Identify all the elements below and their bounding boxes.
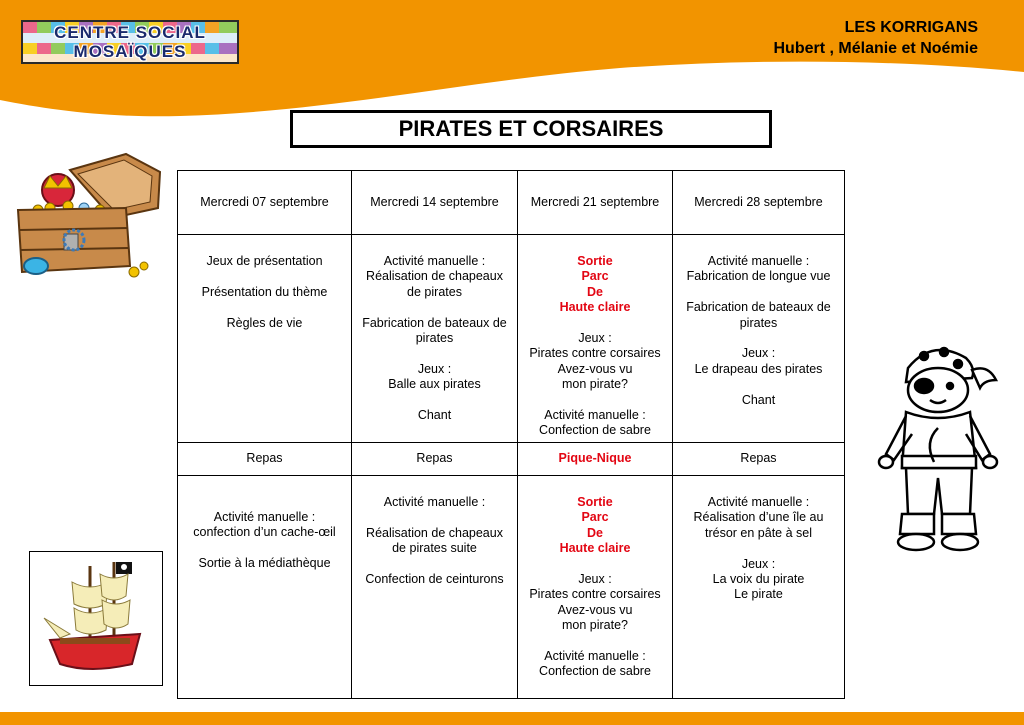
activity-line: Réalisation de chapeaux xyxy=(366,525,503,540)
centre-social-logo xyxy=(21,20,239,64)
activity-line: Haute claire xyxy=(559,300,631,315)
activity-block xyxy=(354,254,515,300)
activity-block xyxy=(520,331,670,393)
afternoon-cell xyxy=(673,476,845,699)
block-spacer xyxy=(675,285,842,300)
activity-line: Chant xyxy=(741,392,776,407)
date-cell: Mercredi 07 septembre xyxy=(178,171,352,235)
activity-line: Pirates contre corsaires xyxy=(529,587,661,602)
activity-line: Jeux : xyxy=(741,556,776,571)
activity-line: de pirates xyxy=(407,284,462,299)
activity-line: Jeux : xyxy=(417,361,452,376)
block-spacer xyxy=(520,557,670,572)
activity-line: trésor en pâte à sel xyxy=(704,525,812,540)
date-cell: Mercredi 28 septembre xyxy=(673,171,845,235)
pirate-ship-illustration xyxy=(30,552,162,685)
activity-line: Jeux : xyxy=(578,331,612,346)
block-spacer xyxy=(180,541,349,556)
activity-line: Activité manuelle : xyxy=(544,649,646,664)
footer-bar xyxy=(0,712,1024,725)
activity-line: Activité manuelle : xyxy=(383,254,486,268)
activity-line: Fabrication de bateaux de xyxy=(686,300,831,315)
activity-line: Activité manuelle : xyxy=(383,495,486,509)
activity-block xyxy=(354,316,515,347)
lunch-label: Pique-Nique xyxy=(558,451,632,466)
lunch-label: Repas xyxy=(246,451,283,466)
logo-text-line2: MOSAÏQUES xyxy=(73,42,187,61)
block-spacer xyxy=(520,316,670,331)
activity-line: pirates xyxy=(739,315,778,330)
schedule-table xyxy=(177,170,845,699)
activity-line: La voix du pirate xyxy=(712,572,805,587)
morning-cell xyxy=(178,235,352,443)
morning-cell xyxy=(518,235,673,443)
block-spacer xyxy=(354,557,515,572)
dates-row xyxy=(178,171,845,235)
activity-block xyxy=(354,572,515,587)
activity-line: Activité manuelle : xyxy=(544,408,646,423)
block-spacer xyxy=(520,393,670,408)
activity-block xyxy=(180,285,349,300)
afternoon-cell xyxy=(178,476,352,699)
activity-line: de pirates suite xyxy=(392,541,477,556)
activity-line: Balle aux pirates xyxy=(388,377,481,392)
activity-line: Avez-vous vu xyxy=(557,361,633,376)
activity-block xyxy=(354,362,515,393)
lunch-cell xyxy=(673,443,845,476)
block-spacer xyxy=(675,541,842,556)
lunch-row xyxy=(178,443,845,476)
afternoon-cell xyxy=(518,476,673,699)
activity-line: Chant xyxy=(417,408,452,423)
activity-block xyxy=(675,346,842,377)
lunch-cell xyxy=(178,443,352,476)
activity-line: Parc xyxy=(581,510,609,525)
activity-line: Confection de ceinturons xyxy=(365,572,504,586)
page-title: PIRATES ET CORSAIRES xyxy=(290,110,772,148)
activity-block xyxy=(675,393,842,408)
pirate-ship-frame xyxy=(29,551,163,686)
block-spacer xyxy=(180,300,349,315)
activity-line: confection d’un cache-œil xyxy=(193,525,336,540)
activity-line: Activité manuelle : xyxy=(707,254,810,268)
activity-block xyxy=(520,254,670,316)
activity-line: Jeux : xyxy=(741,346,776,361)
leaders-names: Hubert , Mélanie et Noémie xyxy=(773,40,978,57)
activity-block xyxy=(354,495,515,510)
activity-line: Règles de vie xyxy=(226,315,303,330)
activity-block xyxy=(520,572,670,634)
treasure-chest-illustration xyxy=(8,148,168,290)
activity-line: mon pirate? xyxy=(561,618,628,633)
activity-line: Réalisation d’une île au xyxy=(693,510,824,525)
activity-line: Sortie xyxy=(577,495,613,509)
activity-line: Le drapeau des pirates xyxy=(694,361,823,376)
logo-text-line1: CENTRE SOCIAL xyxy=(54,23,206,42)
group-name: LES KORRIGANS xyxy=(844,19,978,36)
activity-line: Avez-vous vu xyxy=(557,602,633,617)
activity-block xyxy=(675,495,842,541)
activity-line: Haute claire xyxy=(559,541,631,556)
block-spacer xyxy=(675,377,842,392)
afternoon-cell xyxy=(352,476,518,699)
activity-block xyxy=(675,300,842,331)
date-cell: Mercredi 14 septembre xyxy=(352,171,518,235)
morning-row xyxy=(178,235,845,443)
activity-line: De xyxy=(587,284,603,299)
lunch-cell xyxy=(518,443,673,476)
activity-block xyxy=(520,495,670,557)
activity-line: Présentation du thème xyxy=(201,284,328,299)
lunch-label: Repas xyxy=(416,451,453,466)
activity-line: Pirates contre corsaires xyxy=(529,346,661,361)
date-cell: Mercredi 21 septembre xyxy=(518,171,673,235)
activity-line: Sortie xyxy=(577,254,613,268)
block-spacer xyxy=(520,634,670,649)
activity-block xyxy=(354,408,515,423)
activity-line: Activité manuelle : xyxy=(707,495,810,509)
morning-cell xyxy=(673,235,845,443)
activity-block xyxy=(520,649,670,680)
activity-block xyxy=(520,408,670,439)
activity-block xyxy=(180,556,349,571)
block-spacer xyxy=(354,510,515,525)
lunch-label: Repas xyxy=(740,451,777,466)
activity-block xyxy=(354,526,515,557)
pirate-character-illustration xyxy=(872,338,1002,553)
block-spacer xyxy=(180,269,349,284)
activity-line: Réalisation de chapeaux xyxy=(366,269,503,284)
activity-line: Confection de sabre xyxy=(539,423,651,438)
activity-line: Activité manuelle : xyxy=(213,510,316,524)
activity-line: De xyxy=(587,525,603,540)
activity-line: mon pirate? xyxy=(561,377,628,392)
activity-block xyxy=(675,254,842,285)
activity-line: Jeux : xyxy=(578,572,612,587)
activity-block xyxy=(180,316,349,331)
block-spacer xyxy=(354,346,515,361)
group-header xyxy=(774,17,979,59)
activity-line: Parc xyxy=(581,269,609,284)
lunch-cell xyxy=(352,443,518,476)
activity-line: Sortie à la médiathèque xyxy=(198,556,331,571)
activity-line: Le pirate xyxy=(734,587,783,602)
activity-line: Confection de sabre xyxy=(539,664,651,679)
activity-block xyxy=(180,510,349,541)
activity-line: Fabrication de bateaux de xyxy=(362,315,507,330)
block-spacer xyxy=(675,331,842,346)
activity-block xyxy=(180,254,349,269)
activity-block xyxy=(675,557,842,603)
block-spacer xyxy=(354,393,515,408)
activity-line: Jeux de présentation xyxy=(206,254,323,268)
activity-line: Fabrication de longue vue xyxy=(686,269,831,284)
activity-line: pirates xyxy=(415,331,454,346)
morning-cell xyxy=(352,235,518,443)
block-spacer xyxy=(354,300,515,315)
afternoon-row xyxy=(178,476,845,699)
